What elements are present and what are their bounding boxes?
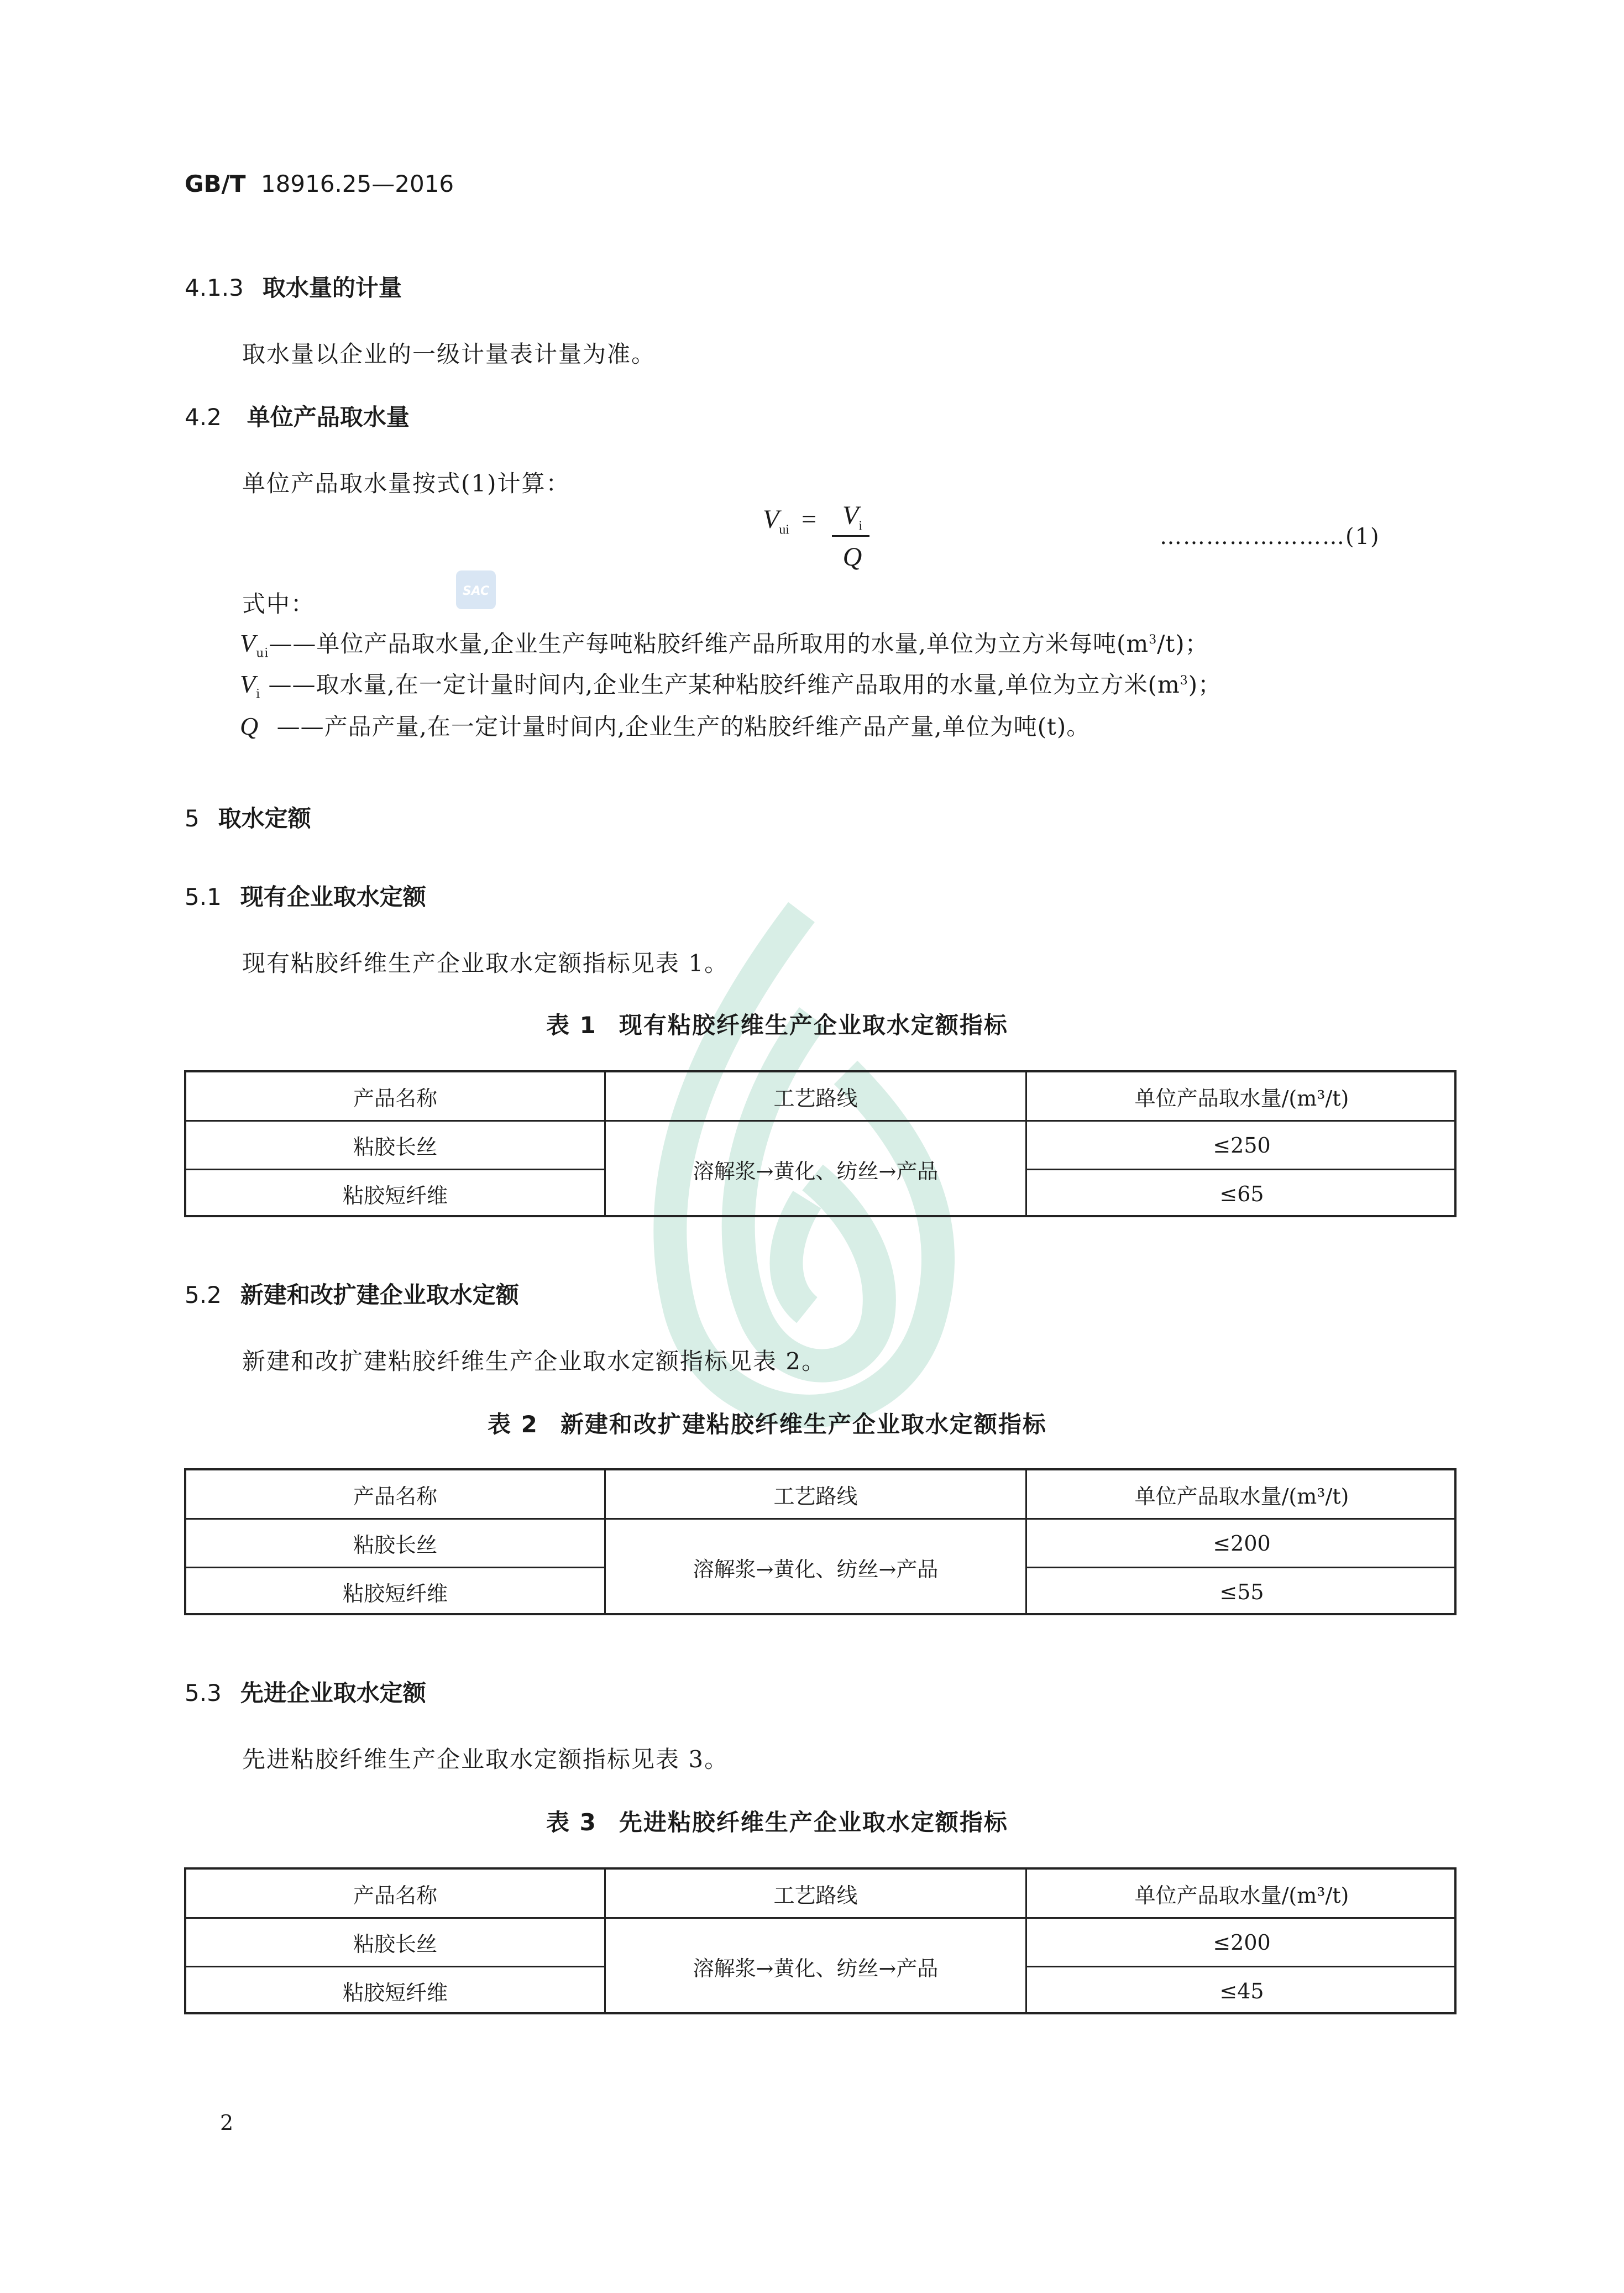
formula-numerator	[836, 500, 869, 534]
table-header-cell: 工艺路线	[773, 1086, 858, 1111]
document-header	[185, 170, 454, 197]
table-3-caption	[546, 1804, 1008, 1837]
table-cell-value: ≤45	[1219, 1978, 1264, 2003]
definition-tail: /t)；	[1157, 630, 1209, 657]
section-number: 4.1.3	[185, 274, 244, 301]
table-header-cell: 工艺路线	[773, 1883, 858, 1908]
section-title: 现有企业取水定额	[240, 883, 426, 910]
table-label: 表 3	[546, 1809, 597, 1836]
section-title: 单位产品取水量	[247, 404, 410, 431]
formula-lhs-symbol: V	[763, 505, 779, 534]
table-label: 表 1	[546, 1012, 597, 1039]
definition-symbol: V	[240, 629, 256, 657]
table-cell-value: ≤55	[1219, 1579, 1264, 1604]
definition-symbol: Q	[240, 712, 259, 740]
table-cell-route: 溶解浆→黄化、纺丝→产品	[693, 1159, 939, 1184]
table-label: 表 2	[488, 1411, 538, 1438]
page-number: 2	[220, 2111, 234, 2135]
table-cell-value: ≤250	[1213, 1133, 1271, 1158]
table-header-cell: 产品名称	[353, 1883, 437, 1908]
table-title: 新建和改扩建粘胶纤维生产企业取水定额指标	[560, 1411, 1047, 1438]
definition-q	[240, 709, 1090, 742]
table-header-cell: 产品名称	[353, 1484, 437, 1509]
definition-tail: )；	[1188, 671, 1222, 698]
section-5-3-body: 先进粘胶纤维生产企业取水定额指标见表 3。	[242, 1746, 729, 1773]
definition-superscript: 3	[1180, 674, 1188, 688]
formula-lhs-subscript: ui	[779, 522, 789, 537]
definition-text: ——单位产品取水量,企业生产每吨粘胶纤维产品所取用的水量,单位为立方米每吨(m	[269, 630, 1149, 657]
where-label: 式中：	[242, 590, 316, 617]
formula-denominator: Q	[842, 542, 862, 572]
section-4-2-body: 单位产品取水量按式(1)计算：	[242, 470, 570, 497]
table-cell-value: ≤65	[1219, 1181, 1264, 1206]
table-cell-route: 溶解浆→黄化、纺丝→产品	[693, 1557, 939, 1582]
section-title: 取水量的计量	[262, 274, 402, 301]
definition-superscript: 3	[1149, 633, 1157, 647]
table-cell-product: 粘胶短纤维	[342, 1582, 448, 1606]
table-header-cell: 产品名称	[353, 1086, 437, 1111]
definition-text: ——产品产量,在一定计量时间内,企业生产的粘胶纤维产品产量,单位为吨(t)。	[269, 713, 1091, 740]
equation-number: ……………………(1)	[1160, 524, 1380, 549]
section-4-1-3-heading	[185, 270, 402, 303]
section-4-2-heading	[185, 399, 410, 432]
standard-prefix: GB/T	[185, 170, 246, 197]
table-1-caption	[546, 1007, 1008, 1040]
table-header-cell: 单位产品取水量/(m³/t)	[1134, 1086, 1349, 1111]
table-header-cell: 工艺路线	[773, 1484, 858, 1509]
definition-vui	[240, 626, 1209, 660]
table-cell-product: 粘胶长丝	[353, 1932, 437, 1956]
svg-text:SAC: SAC	[462, 584, 490, 598]
section-number: 5.2	[185, 1281, 222, 1308]
section-number: 5.1	[185, 883, 222, 910]
definition-subscript: ui	[256, 646, 269, 661]
table-title: 现有粘胶纤维生产企业取水定额指标	[619, 1012, 1008, 1039]
section-4-1-3-body: 取水量以企业的一级计量表计量为准。	[242, 341, 656, 368]
definition-subscript: i	[256, 687, 261, 701]
section-title: 取水定额	[218, 805, 311, 832]
definition-vi	[240, 667, 1222, 701]
formula-lhs	[763, 504, 816, 538]
table-2-caption	[488, 1406, 1047, 1439]
sac-logo-icon	[455, 569, 497, 610]
fraction-bar	[832, 535, 869, 537]
section-number: 4.2	[185, 404, 222, 431]
section-title: 先进企业取水定额	[240, 1679, 426, 1706]
formula-equals: =	[801, 505, 817, 534]
table-cell-product: 粘胶长丝	[353, 1135, 437, 1159]
section-title: 新建和改扩建企业取水定额	[240, 1281, 519, 1308]
table-cell-route: 溶解浆→黄化、纺丝→产品	[693, 1956, 939, 1981]
table-cell-value: ≤200	[1213, 1531, 1271, 1556]
table-header-cell: 单位产品取水量/(m³/t)	[1134, 1484, 1349, 1509]
section-5-2-body: 新建和改扩建粘胶纤维生产企业取水定额指标见表 2。	[242, 1348, 826, 1375]
section-number: 5	[185, 805, 200, 832]
table-header-cell: 单位产品取水量/(m³/t)	[1134, 1883, 1349, 1908]
table-cell-product: 粘胶短纤维	[342, 1184, 448, 1208]
section-5-1-body: 现有粘胶纤维生产企业取水定额指标见表 1。	[242, 950, 729, 977]
section-5-heading	[185, 800, 311, 834]
standard-number: 18916.25—2016	[260, 170, 454, 197]
table-title: 先进粘胶纤维生产企业取水定额指标	[619, 1809, 1008, 1836]
table-3	[184, 1867, 1457, 2014]
section-5-1-heading	[185, 879, 426, 912]
definition-text: ——取水量,在一定计量时间内,企业生产某种粘胶纤维产品取用的水量,单位为立方米(m	[260, 671, 1180, 698]
section-number: 5.3	[185, 1679, 222, 1706]
table-2	[184, 1468, 1457, 1615]
formula-numerator-subscript: i	[858, 519, 862, 533]
section-5-3-heading	[185, 1675, 426, 1708]
definition-symbol: V	[240, 670, 256, 698]
table-cell-value: ≤200	[1213, 1930, 1271, 1955]
formula-numerator-symbol: V	[842, 501, 859, 530]
section-5-2-heading	[185, 1277, 519, 1310]
table-cell-product: 粘胶长丝	[353, 1533, 437, 1557]
table-1	[184, 1070, 1457, 1217]
table-cell-product: 粘胶短纤维	[342, 1981, 448, 2005]
